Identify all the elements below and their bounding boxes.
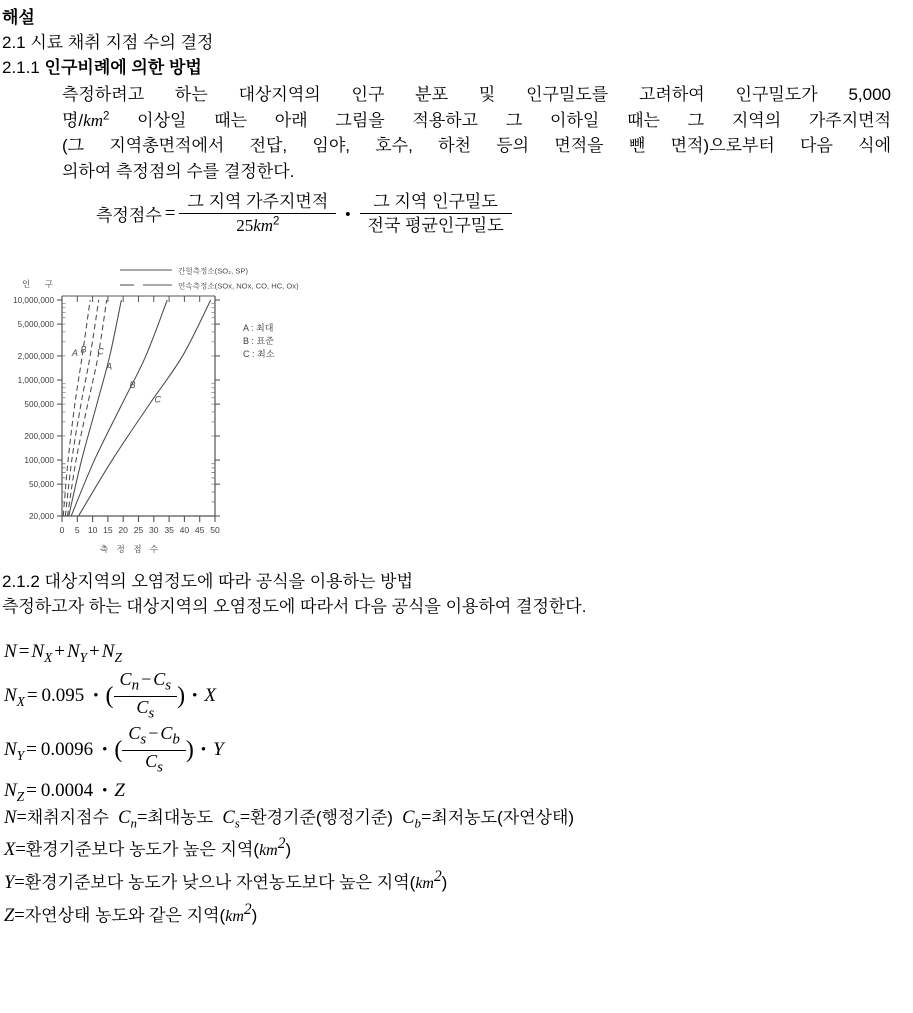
formula-n-total — [4, 635, 913, 669]
formula-1-term-2: $N_Y$ — [66, 641, 88, 665]
formula-1-lhs: N — [4, 641, 17, 663]
x-tick-label: 50 — [210, 525, 220, 536]
formula-nz — [4, 777, 913, 805]
formula-3-rhs: Y — [213, 739, 224, 761]
def-z-unit-exponent: 2 — [243, 901, 252, 919]
section-2-1-2-heading: 2.1.2 대상지역의 오염정도에 따라 공식을 이용하는 방법 — [2, 572, 414, 592]
legend-label-2: 연속측정소(SOx, NOx, CO, HC, Ox) — [178, 281, 299, 291]
formula-4-dot: • — [102, 782, 108, 799]
y-tick-label: 5,000,000 — [17, 320, 54, 330]
chart-annotations — [243, 322, 275, 359]
x-tick-label: 20 — [118, 525, 128, 536]
def-z-symbol: Z — [4, 906, 15, 927]
chart-axes — [57, 296, 220, 522]
def-cn-symbol: $C_n$ — [118, 808, 137, 831]
body-paragraph — [0, 82, 913, 184]
formula-2-dot-2: • — [192, 687, 198, 704]
formula-nx — [4, 669, 913, 723]
def-x-unit: km — [259, 842, 278, 860]
x-tick-label: 5 — [74, 525, 80, 536]
curve-C-solid — [79, 300, 211, 516]
population-sampling-chart — [0, 253, 460, 553]
formula-3-lhs: $N_Y$ — [4, 739, 25, 763]
curve-label-C-solid: C — [154, 394, 162, 405]
equation-left-side: 측정점수 — [96, 206, 162, 226]
curve-A-dashed — [63, 300, 90, 516]
def-x-text: 환경기준보다 농도가 높은 지역 — [25, 840, 254, 860]
y-tick-label: 1,000,000 — [17, 376, 54, 386]
x-tick-label: 40 — [179, 525, 190, 536]
equation-fraction-1 — [179, 192, 336, 235]
def-y-symbol: Y — [4, 873, 15, 894]
paragraph-line-1: 측정하려고 하는 대상지역의 인구 분포 및 인구밀도를 고려하여 인구밀도가 5,000 — [62, 85, 891, 104]
formula-3-dot-2: • — [200, 741, 207, 758]
section-2-1-2-block — [0, 569, 913, 619]
definition-row-z — [4, 897, 913, 930]
curve-label-C-dashed: C — [97, 346, 104, 357]
def-y-unit: km — [415, 875, 434, 893]
def-cs-symbol: $C_s$ — [222, 808, 240, 831]
def-cb-equals: = — [420, 808, 432, 829]
definition-row-1 — [4, 805, 913, 831]
formula-4-rhs: Z — [114, 780, 125, 802]
formula-1-plus-2: + — [89, 641, 100, 663]
y-tick-label: 50,000 — [28, 480, 54, 490]
x-tick-label: 30 — [149, 525, 159, 536]
curve-B-dashed — [65, 300, 98, 516]
curve-label-B-solid: B — [129, 379, 136, 390]
fraction-1-numerator: 그 지역 가주지면적 — [187, 192, 329, 211]
x-tick-label: 15 — [103, 525, 113, 536]
display-equation — [0, 192, 913, 235]
formula-1-equals: = — [18, 641, 30, 663]
def-cn-text: 최대농도 — [147, 808, 214, 828]
definition-list — [0, 805, 913, 930]
x-axis-title: 측 정 점 수 — [99, 544, 162, 554]
fraction-1-denominator — [179, 213, 336, 235]
def-z-text: 자연상태 농도와 같은 지역 — [24, 906, 220, 926]
def-y-close-paren: ) — [441, 873, 448, 893]
section-2-1-2-body: 측정하고자 하는 대상지역의 오염정도에 따라서 다음 공식을 이용하여 결정한다. — [2, 597, 587, 617]
formula-3-numerator: $C_s - C_b$ — [128, 723, 180, 748]
formula-3-fraction — [122, 724, 186, 776]
fraction-1-den-unit: km — [253, 216, 274, 236]
legend-entry-1 — [120, 266, 248, 276]
x-tick-label: 45 — [194, 525, 205, 536]
formula-2-fraction — [114, 670, 178, 722]
km-unit: km — [83, 110, 103, 130]
fraction-1-den-number: 25 — [236, 216, 254, 236]
formula-4-equals: = — [26, 780, 37, 802]
formula-4-lhs: $N_Z$ — [4, 780, 25, 804]
def-n-symbol: N — [4, 808, 17, 829]
def-cs-equals: = — [239, 808, 251, 829]
y-axis-title: 인 구 — [22, 279, 59, 290]
fraction-2-numerator: 그 지역 인구밀도 — [373, 192, 498, 211]
def-z-equals: = — [14, 906, 25, 927]
paragraph-line-3: (그 지역총면적에서 전답, 임야, 호수, 하천 등의 면적을 뺀 면적)으로부터 다음 식에 — [62, 136, 891, 155]
formula-2-coefficient: 0.095 — [41, 685, 85, 707]
def-x-close-paren: ) — [285, 840, 292, 860]
page-title: 해설 — [2, 8, 35, 27]
y-tick-label: 2,000,000 — [17, 352, 54, 362]
definition-row-y — [4, 864, 913, 897]
x-tick-label: 10 — [87, 525, 98, 536]
equation-fraction-2 — [360, 192, 512, 235]
formula-list — [0, 635, 913, 805]
def-x-equals: = — [15, 840, 26, 861]
formula-3-open-paren: ( — [114, 736, 123, 763]
section-2-1-1-title: 인구비례에 의한 방법 — [44, 58, 202, 77]
formula-2-equals: = — [26, 685, 38, 707]
chart-legend — [120, 266, 299, 291]
curve-C-dashed — [68, 300, 107, 516]
formula-2-numerator: $C_n - C_s$ — [119, 669, 172, 694]
def-z-open-paren: ( — [219, 906, 226, 926]
formula-2-close-paren: ) — [177, 682, 186, 709]
curve-A-solid — [69, 300, 122, 516]
formula-4-coefficient: 0.0004 — [40, 780, 94, 802]
equation-equals-sign: = — [164, 202, 176, 224]
formula-3-equals: = — [26, 739, 37, 761]
curve-label-B-dashed: B — [80, 344, 87, 355]
formula-1-term-1: $N_X$ — [31, 641, 53, 665]
definition-row-x — [4, 831, 913, 864]
formula-ny — [4, 723, 913, 777]
paragraph-line-2-rest: 이상일 때는 아래 그림을 적용하고 그 이하일 때는 그 지역의 가주지면적 — [109, 110, 891, 130]
section-2-1-1-number: 2.1.1 — [2, 58, 40, 77]
formula-1-term-3: $N_Z$ — [101, 641, 122, 665]
def-x-open-paren: ( — [253, 840, 260, 860]
paragraph-line-4: 의하여 측정점의 수를 결정한다. — [62, 161, 295, 181]
km-unit-exponent: 2 — [102, 109, 110, 122]
def-x-unit-exponent: 2 — [277, 835, 286, 853]
def-y-unit-exponent: 2 — [433, 868, 442, 886]
curve-label-A-solid: A — [106, 361, 113, 372]
curve-label-A-dashed: A — [71, 347, 78, 358]
formula-3-coefficient: 0.0096 — [40, 739, 94, 761]
legend-label-1: 간헐측정소(SO₂, SP) — [178, 266, 249, 276]
legend-entry-2 — [120, 281, 299, 291]
def-y-equals: = — [14, 873, 25, 894]
fraction-2-denominator: 전국 평균인구밀도 — [360, 213, 512, 235]
annotation-1: A : 최대 — [243, 323, 274, 334]
x-tick-label: 25 — [133, 525, 144, 536]
y-tick-label: 20,000 — [28, 512, 54, 522]
formula-3-dot-1: • — [102, 741, 108, 758]
def-y-open-paren: ( — [409, 873, 416, 893]
section-2-1-1-heading — [0, 55, 913, 80]
formula-2-open-paren: ( — [105, 682, 114, 709]
def-y-text: 환경기준보다 농도가 낮으나 자연농도보다 높은 지역 — [24, 873, 410, 893]
def-n-text: 채취지점수 — [26, 808, 109, 828]
formula-1-plus-1: + — [54, 641, 65, 663]
x-tick-label: 0 — [59, 525, 65, 536]
annotation-2: B : 표준 — [243, 336, 274, 347]
y-tick-label: 100,000 — [24, 456, 54, 466]
formula-2-dot-1: • — [93, 687, 99, 704]
paragraph-line-2-prefix: 명/ — [62, 110, 84, 130]
def-z-close-paren: ) — [251, 906, 258, 926]
equation-multiply-dot: • — [345, 206, 351, 224]
y-tick-label: 500,000 — [24, 400, 54, 410]
formula-3-close-paren: ) — [185, 736, 194, 763]
annotation-3: C : 최소 — [243, 349, 275, 360]
def-cb-text: 최저농도(자연상태) — [431, 808, 575, 828]
def-cs-text: 환경기준(행정기준) — [250, 808, 393, 828]
def-n-equals: = — [16, 808, 27, 829]
formula-2-denominator: $C_s$ — [114, 696, 178, 722]
formula-3-denominator: $C_s$ — [122, 750, 186, 776]
chart-curves — [63, 300, 211, 516]
def-cb-symbol: $C_b$ — [402, 808, 421, 831]
y-tick-label: 200,000 — [24, 432, 54, 442]
fraction-1-den-exponent: 2 — [273, 215, 280, 228]
paragraph-line-2 — [62, 108, 891, 134]
header-block — [0, 0, 913, 80]
def-x-symbol: X — [4, 840, 16, 861]
def-z-unit: km — [225, 908, 244, 926]
formula-2-lhs: $N_X$ — [4, 685, 25, 709]
section-2-1-heading: 2.1 시료 채취 지점 수의 결정 — [2, 33, 214, 52]
y-tick-label: 10,000,000 — [13, 296, 54, 306]
chart-canvas — [0, 253, 460, 553]
def-cn-equals: = — [136, 808, 148, 829]
x-tick-label: 35 — [164, 525, 174, 536]
formula-2-rhs: X — [204, 685, 216, 707]
